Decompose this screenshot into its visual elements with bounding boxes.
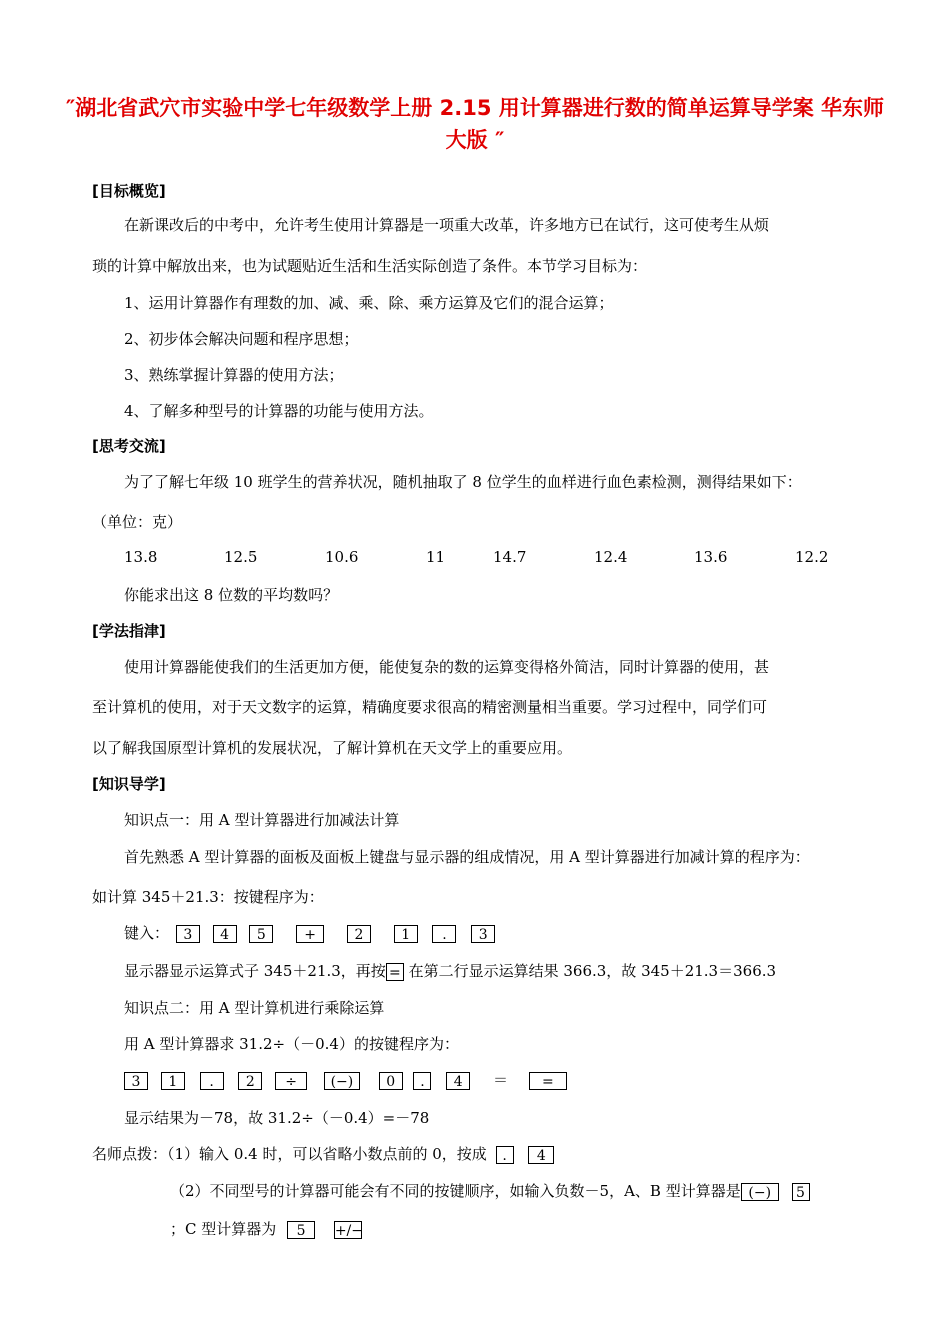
calculator-key-equals: =: [386, 963, 404, 981]
calculator-key-equals: =: [529, 1072, 567, 1090]
calculator-key: 5: [249, 925, 273, 943]
goal-item-3: 3、熟练掌握计算器的使用方法；: [124, 366, 344, 384]
knowledge-point-1-result: [124, 960, 776, 981]
think-question: 你能求出这 8 位数的平均数吗？: [124, 586, 339, 604]
calculator-key: 1: [394, 925, 418, 943]
calculator-key: 4: [213, 925, 237, 943]
calculator-key: ÷: [275, 1072, 307, 1090]
tip-2-text: （2）不同型号的计算器可能会有不同的按键顺序，如输入负数－5，A、B 型计算器是: [170, 1182, 741, 1200]
calculator-key: +: [296, 925, 324, 943]
tip-1-text: （1）输入 0.4 时，可以省略小数点前的 0，按成: [167, 1145, 487, 1163]
section-heading-method: [学法指津]: [92, 622, 166, 640]
knowledge-point-2-title: 知识点二：用 A 型计算机进行乘除运算: [124, 999, 385, 1017]
data-value: 12.2: [795, 548, 829, 566]
calculator-key: (−): [741, 1183, 779, 1201]
knowledge-point-2-paragraph: 用 A 型计算器求 31.2÷（－0.4）的按键程序为：: [124, 1035, 459, 1053]
result-text-part-1: 显示器显示运算式子 345＋21.3，再按: [124, 962, 386, 980]
calculator-key: .: [413, 1072, 431, 1090]
data-value: 13.6: [694, 548, 728, 566]
data-value: 10.6: [325, 548, 359, 566]
method-paragraph-line-2: 至计算机的使用，对于天文数字的运算，精确度要求很高的精密测量相当重要。学习过程中，同学们可: [92, 698, 768, 716]
tip-3-text: ；C 型计算器为: [170, 1220, 277, 1238]
goal-item-2: 2、初步体会解决问题和程序思想；: [124, 330, 359, 348]
data-value: 14.7: [493, 548, 527, 566]
knowledge-point-2-result: 显示结果为－78，故 31.2÷（－0.4）=－78: [124, 1109, 430, 1127]
section-heading-knowledge: [知识导学]: [92, 775, 166, 793]
calculator-key: 3: [124, 1072, 148, 1090]
calculator-key: .: [432, 925, 456, 943]
tip-2: [170, 1180, 810, 1201]
goal-item-4: 4、了解多种型号的计算器的功能与使用方法。: [124, 402, 434, 420]
data-value: 12.5: [224, 548, 258, 566]
calculator-key: 5: [287, 1221, 315, 1239]
calculator-key: (−): [324, 1072, 360, 1090]
key-sequence-1: [124, 922, 495, 943]
calculator-key: 0: [379, 1072, 403, 1090]
think-paragraph-line-1: 为了了解七年级 10 班学生的营养状况，随机抽取了 8 位学生的血样进行血色素检测，测得结果如下：: [124, 473, 802, 491]
calculator-key: 5: [792, 1183, 810, 1201]
knowledge-point-1-title: 知识点一：用 A 型计算器进行加减法计算: [124, 811, 400, 829]
calculator-key: 4: [446, 1072, 470, 1090]
calculator-key: .: [496, 1146, 514, 1164]
calculator-key: 2: [347, 925, 371, 943]
calculator-key: 1: [161, 1072, 185, 1090]
calculator-key: +/−: [334, 1223, 363, 1239]
document-title: ″湖北省武穴市实验中学七年级数学上册 2.15 用计算器进行数的简单运算导学案 华东师大版 ″: [65, 96, 885, 152]
result-text-part-2: 在第二行显示运算结果 366.3，故 345＋21.3＝366.3: [408, 962, 777, 980]
calculator-key: 2: [238, 1072, 262, 1090]
calculator-key: 3: [176, 925, 200, 943]
goal-paragraph-line-2: 琐的计算中解放出来，也为试题贴近生活和生活实际创造了条件。本节学习目标为：: [92, 257, 648, 275]
tip-label: 名师点拨：: [92, 1145, 168, 1163]
calculator-key: 3: [471, 925, 495, 943]
goal-paragraph-line-1: 在新课改后的中考中，允许考生使用计算器是一项重大改革，许多地方已在试行，这可使考生从烦: [124, 216, 770, 234]
equals-sign: ＝: [493, 1071, 509, 1089]
knowledge-point-1-paragraph: 首先熟悉 A 型计算器的面板及面板上键盘与显示器的组成情况，用 A 型计算器进行加减计算的程序为：: [124, 848, 810, 866]
knowledge-point-1-example: 如计算 345＋21.3：按键程序为：: [92, 888, 324, 906]
method-paragraph-line-3: 以了解我国原型计算机的发展状况，了解计算机在天文学上的重要应用。: [92, 739, 573, 757]
tip-1: [92, 1143, 554, 1164]
input-label: 键入：: [124, 924, 170, 942]
calculator-key: .: [200, 1072, 224, 1090]
data-value: 13.8: [124, 548, 158, 566]
section-heading-goal: [目标概览]: [92, 182, 166, 200]
tip-3: [170, 1218, 362, 1239]
data-value: 12.4: [594, 548, 628, 566]
key-sequence-2: [124, 1069, 567, 1090]
goal-item-1: 1、运用计算器作有理数的加、减、乘、除、乘方运算及它们的混合运算；: [124, 294, 614, 312]
section-heading-think: [思考交流]: [92, 437, 166, 455]
method-paragraph-line-1: 使用计算器能使我们的生活更加方便，能使复杂的数的运算变得格外简洁，同时计算器的使用，甚: [124, 658, 770, 676]
calculator-key: 4: [528, 1146, 554, 1164]
data-value: 11: [426, 548, 446, 566]
think-unit: （单位：克）: [92, 513, 183, 531]
